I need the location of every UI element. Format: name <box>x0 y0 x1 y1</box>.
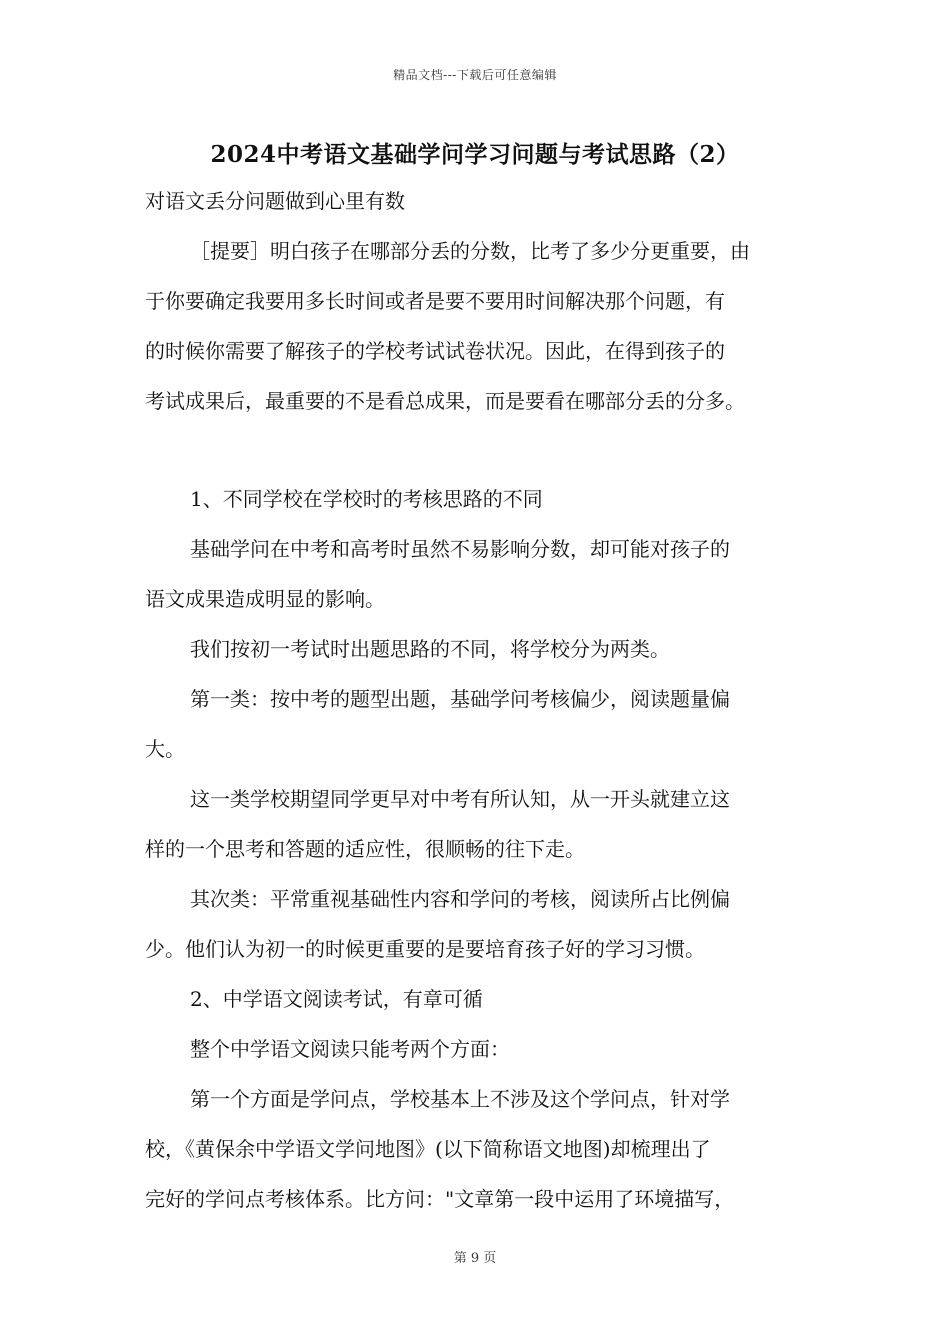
paragraph-line: 第一类：按中考的题型出题，基础学问考核偏少，阅读题量偏 <box>190 687 730 711</box>
document-title: 2024中考语文基础学问学习问题与考试思路（2） <box>210 141 740 168</box>
paragraph-line: 校，《黄保余中学语文学问地图》(以下简称语文地图)却梳理出了 <box>145 1137 711 1161</box>
section-heading-2: 2、中学语文阅读考试，有章可循 <box>190 987 483 1011</box>
paragraph-line: 语文成果造成明显的影响。 <box>145 587 385 611</box>
section-heading-1: 1、不同学校在学校时的考核思路的不同 <box>190 487 543 511</box>
paragraph-line: 少。他们认为初一的时候更重要的是要培育孩子好的学习习惯。 <box>145 937 705 961</box>
paragraph-line: 样的一个思考和答题的适应性，很顺畅的往下走。 <box>145 837 585 861</box>
paragraph-line: 考试成果后，最重要的不是看总成果，而是要看在哪部分丢的分多。 <box>145 389 745 413</box>
paragraph-line: 完好的学问点考核体系。比方问："文章第一段中运用了环境描写， <box>145 1187 735 1211</box>
paragraph-line: 这一类学校期望同学更早对中考有所认知，从一开头就建立这 <box>190 787 730 811</box>
paragraph-line: 的时候你需要了解孩子的学校考试试卷状况。因此，在得到孩子的 <box>145 339 725 363</box>
paragraph-line: 大。 <box>145 737 185 761</box>
paragraph-line: 于你要确定我要用多长时间或者是要不要用时间解决那个问题，有 <box>145 289 725 313</box>
paragraph-line: 基础学问在中考和高考时虽然不易影响分数，却可能对孩子的 <box>190 537 730 561</box>
page-header: 精品文档---下载后可任意编辑 <box>393 68 557 82</box>
paragraph-line: ［提要］明白孩子在哪部分丢的分数，比考了多少分更重要，由 <box>190 239 750 263</box>
paragraph-line: 整个中学语文阅读只能考两个方面： <box>190 1037 510 1061</box>
paragraph-line: 其次类：平常重视基础性内容和学问的考核，阅读所占比例偏 <box>190 887 730 911</box>
paragraph-line: 第一个方面是学问点，学校基本上不涉及这个学问点，针对学 <box>190 1087 730 1111</box>
subtitle-line: 对语文丢分问题做到心里有数 <box>145 189 405 213</box>
paragraph-line: 我们按初一考试时出题思路的不同，将学校分为两类。 <box>190 637 670 661</box>
page-number: 第 9 页 <box>453 1251 497 1266</box>
